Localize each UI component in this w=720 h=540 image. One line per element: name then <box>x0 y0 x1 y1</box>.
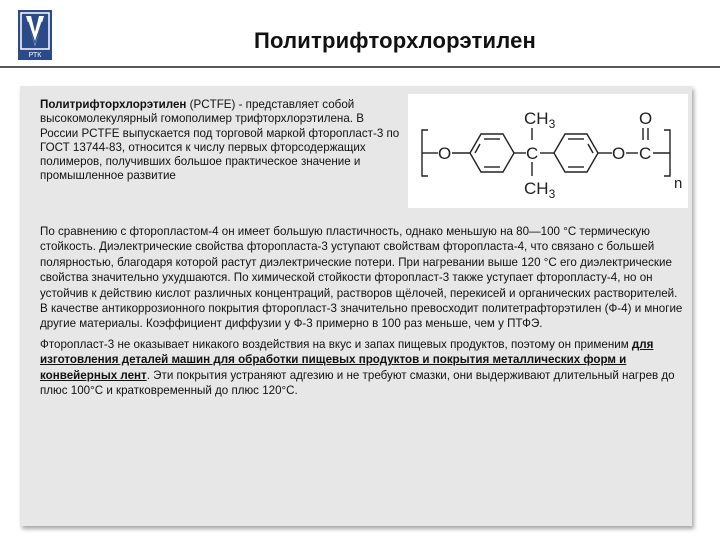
ch3-top-label: $CH_3$ <box>524 109 556 131</box>
formula-diagram <box>408 94 688 208</box>
ch3-bottom-label: $CH_3$ <box>524 179 556 201</box>
intro-paragraph <box>40 98 405 184</box>
main-text <box>40 224 690 398</box>
food-use-highlight: для изготовления деталей машин для обработки пищевых продуктов и покрытия металлических форм и конвейерных лент <box>40 337 654 382</box>
page-title: Политрифторхлорэтилен <box>253 28 537 53</box>
o-left-label: O <box>438 144 452 163</box>
logo-caption: РТК <box>28 52 42 59</box>
o-right-label: O <box>612 144 626 163</box>
structural-formula <box>408 94 688 208</box>
o-carbonyl-label: O <box>639 109 653 128</box>
title-divider <box>0 66 720 68</box>
intro-text: (PCTFE) - представляет собой высокомолекулярный гомополимер трифторхлорэтилена. В России PCTFE выпускается под торговой маркой фторопласт-3 по ГОСТ 13744-83, относится к числу первых фторсодержащих полимеров, получивших большое практическое значение и промышленное развитие <box>40 98 400 183</box>
food-use-text-end: . Эти покрытия устраняют адгезию и не требуют смазки, они выдерживают длительный нагрев до плюс 100°С и кратковременный до плюс 120°С. <box>40 368 675 398</box>
paragraph-comparison: По сравнению с фторопластом-4 он имеет большую пластичность, однако меньшую на 80—100 °С термическую стойкость. Диэлектрические свойства фторопласта-3 уступают свойствам фторопласта-4, что связано с большей полярностью, благодаря которой растут диэлектрические потери. При нагревании выше 120 °С его диэлектрические свойства значительно ухудшаются. По химической стойкости фторопласт-3 также уступает фторопласту-4, но он устойчив к действию кислот различных концентраций, растворов щёлочей, перекисей и органических растворителей. <box>40 225 678 300</box>
ring2-double-3 <box>588 144 593 153</box>
c-center-label: C <box>526 144 539 163</box>
ring1-double-3 <box>475 144 480 153</box>
food-use-text-start: Фторопласт-3 не оказывает никакого воздействия на вкус и запах пищевых продуктов, поэтому он применим <box>40 337 632 351</box>
c-carbonyl-label: C <box>639 144 652 163</box>
paragraph-anticorrosion: В качестве антикоррозионного покрытия фторопласт-3 значительно превосходит политетрафторэтилен (Ф-4) и многие другие материалы. Коэффициент диффузии у Ф-3 примерно в 100 раз меньше, чем у ПТФЭ. <box>40 302 683 331</box>
intro-term: Политрифторхлорэтилен <box>40 98 187 111</box>
n-subscript: n <box>674 175 683 192</box>
paragraph-food-use <box>40 337 690 399</box>
